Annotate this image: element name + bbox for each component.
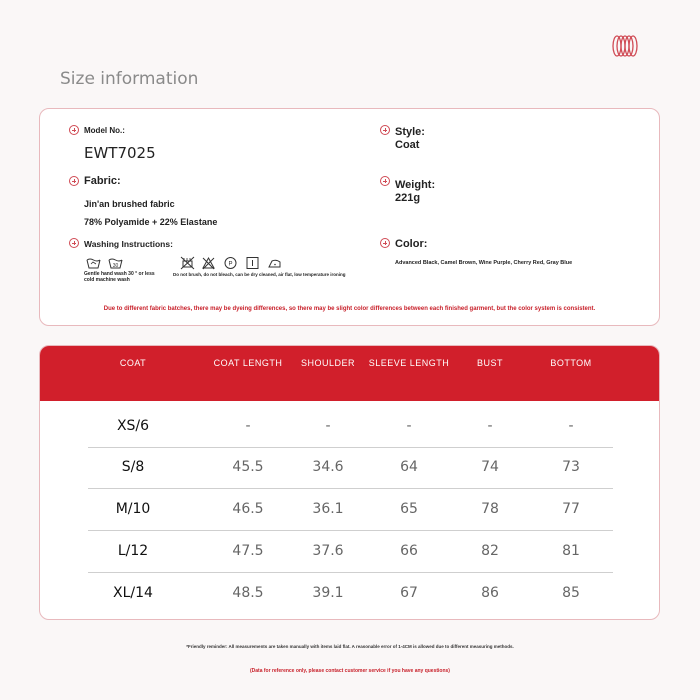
table-row (88, 573, 613, 614)
sleeve-length-cell: 66 (400, 543, 418, 559)
product-info-card (39, 108, 660, 326)
sleeve-length-cell: 64 (400, 459, 418, 475)
plus-circle-icon (69, 125, 79, 135)
plus-circle-icon (380, 125, 390, 135)
plus-circle-icon (69, 176, 79, 186)
header-shoulder: SHOULDER (300, 358, 356, 368)
bust-cell: - (487, 418, 493, 434)
bottom-cell: 73 (562, 459, 580, 475)
coat-length-cell: 46.5 (232, 501, 264, 517)
fabric-label: Fabric: (84, 175, 121, 187)
dyeing-notice: Due to different fabric batches, there may be dyeing differences, so there may be slight color differences between each finished garment, but the color system is consistent. (103, 306, 596, 312)
wash-caption-2: cold machine wash (84, 277, 130, 283)
fabric-line-2: 78% Polyamide + 22% Elastane (84, 217, 218, 227)
shoulder-cell: 36.1 (312, 501, 344, 517)
plus-circle-icon (380, 176, 390, 186)
page-title: Size information (60, 69, 199, 89)
low-iron-icon (267, 256, 282, 270)
sleeve-length-cell: 65 (400, 501, 418, 517)
weight-value: 221g (395, 192, 421, 204)
size-cell: L/12 (117, 543, 149, 559)
style-label: Style: (395, 126, 425, 138)
header-sleeve-length: SLEEVE LENGTH (368, 358, 450, 368)
svg-text:30: 30 (112, 263, 119, 269)
coat-length-cell: 45.5 (232, 459, 264, 475)
shoulder-cell: 39.1 (312, 585, 344, 601)
bust-cell: 86 (481, 585, 499, 601)
bust-cell: 74 (481, 459, 499, 475)
bottom-cell: 85 (562, 585, 580, 601)
stacked-rings-logo-icon (611, 35, 641, 57)
size-cell: XL/14 (113, 585, 153, 601)
bottom-cell: 81 (562, 543, 580, 559)
header-bottom: BOTTOM (550, 358, 592, 368)
header-bust: BUST (476, 358, 504, 368)
table-row (88, 531, 613, 573)
wash-caption-3: Do not brush, do not bleach, can be dry cleaned, air flat, low temperature ironing (173, 272, 346, 277)
size-table (39, 345, 660, 620)
model-label: Model No.: (84, 126, 125, 135)
bottom-cell: 77 (562, 501, 580, 517)
svg-text:P: P (228, 261, 233, 268)
shoulder-cell: - (325, 418, 331, 434)
table-row (88, 406, 613, 448)
bust-cell: 78 (481, 501, 499, 517)
measurement-reminder: *Friendly reminder: All measurements are taken manually with items laid flat. A reasonable error of 1-4CM is allowed due to different measuring methods. (186, 644, 514, 649)
shoulder-cell: 34.6 (312, 459, 344, 475)
size-cell: M/10 (115, 501, 151, 517)
header-coat: COAT (119, 358, 147, 368)
shoulder-cell: 37.6 (312, 543, 344, 559)
color-label: Color: (395, 238, 428, 250)
wash-caption-1: Gentle hand wash 30 ° or less (84, 271, 155, 277)
coat-length-cell: 47.5 (232, 543, 264, 559)
bust-cell: 82 (481, 543, 499, 559)
table-row (88, 489, 613, 531)
plus-circle-icon (380, 238, 390, 248)
table-header (40, 346, 659, 401)
coat-length-cell: 48.5 (232, 585, 264, 601)
weight-label: Weight: (395, 179, 436, 191)
color-value: Advanced Black, Camel Brown, Wine Purple, Cherry Red, Gray Blue (395, 260, 573, 266)
coat-length-cell: - (245, 418, 251, 434)
header-coat-length: COAT LENGTH (213, 358, 283, 368)
bottom-cell: - (568, 418, 574, 434)
size-cell: S/8 (121, 459, 145, 475)
table-row (88, 447, 613, 489)
no-brush-icon (180, 256, 195, 270)
sleeve-length-cell: 67 (400, 585, 418, 601)
washing-label: Washing Instructions: (84, 239, 173, 249)
dry-flat-icon (245, 256, 260, 270)
reference-note: (Data for reference only, please contact customer service if you have any questions) (250, 668, 450, 674)
model-value: EWT7025 (84, 144, 156, 162)
wash-30-icon (108, 256, 123, 270)
dry-clean-icon (223, 256, 238, 270)
sleeve-length-cell: - (406, 418, 412, 434)
plus-circle-icon (69, 238, 79, 248)
hand-wash-icon (86, 256, 101, 270)
size-cell: XS/6 (116, 418, 150, 434)
no-bleach-icon (201, 256, 216, 270)
fabric-line-1: Jin'an brushed fabric (84, 199, 175, 209)
style-value: Coat (395, 139, 420, 151)
